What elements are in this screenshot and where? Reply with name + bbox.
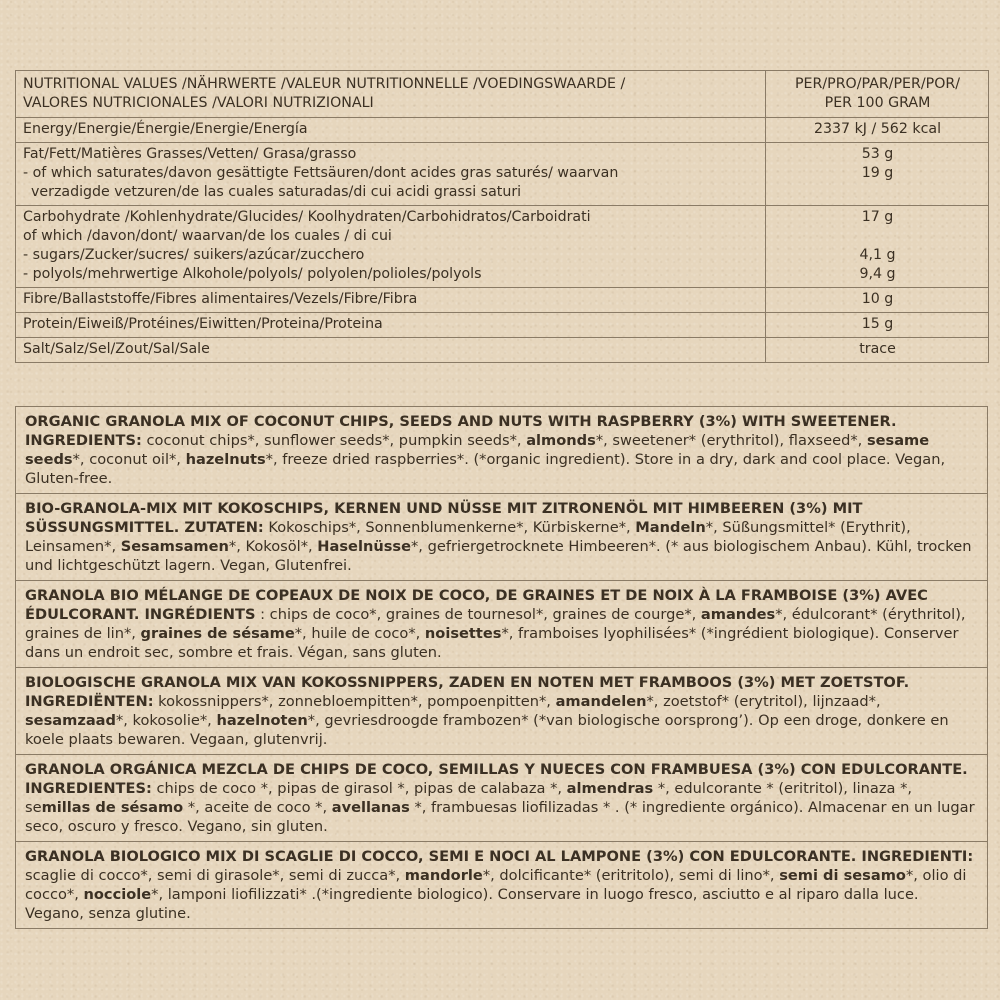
ingredients-it bbox=[16, 842, 987, 928]
energy-row bbox=[16, 118, 989, 143]
ingredient-run: sesame seeds bbox=[25, 432, 930, 468]
ingredient-run: *, framboises lyophilisées* (*ingrédient biologique). Conserver dans un endroit sec, sombre et frais. Végan, sans gluten. bbox=[25, 625, 959, 661]
ingredient-run: : chips de coco*, graines de tournesol*, graines de courge*, bbox=[255, 606, 701, 623]
ingredient-run: hazelnoten bbox=[216, 712, 308, 729]
ingredient-run: Haselnüsse bbox=[317, 538, 411, 555]
ingredient-run: *, freeze dried raspberries*. (*organic ingredient). Store in a dry, dark and cool place. Vegan, Gluten-free. bbox=[25, 451, 946, 487]
ingredient-run: BIOLOGISCHE GRANOLA MIX VAN KOKOSSNIPPERS, ZADEN EN NOTEN MET FRAMBOOS (3%) MET ZOETSTOF. INGREDIËNTEN: bbox=[25, 674, 910, 710]
fat-value: 53 g 19 g bbox=[766, 143, 989, 206]
ingredient-run: *, coconut oil*, bbox=[72, 451, 186, 468]
ingredients-es bbox=[16, 755, 987, 842]
salt-row bbox=[16, 338, 989, 363]
fat-label: Fat/Fett/Matières Grasses/Vetten/ Grasa/grasso - of which saturates/davon gesättigte Fettsäuren/dont acides gras saturés/ waarvan verzadigde vetzuren/de las cuales saturadas/di cui acidi grassi saturi bbox=[16, 143, 766, 206]
nutrition-header-value: PER/PRO/PAR/PER/POR/ PER 100 GRAM bbox=[766, 71, 989, 118]
carbohydrate-label: Carbohydrate /Kohlenhydrate/Glucides/ Koolhydraten/Carbohidratos/Carboidrati of which /davon/dont/ waarvan/de los cuales / di cui - sugars/Zucker/sucres/ suikers/azúcar/zucchero - polyols/mehrwertige Alkohole/polyols/ polyolen/polioles/polyols bbox=[16, 206, 766, 288]
ingredient-run: *, lamponi liofilizzati* .(*ingrediente biologico). Conservare in luogo fresco, asciutto e al riparo dalla luce. Vegano, senza glutine. bbox=[25, 886, 919, 922]
fat-row bbox=[16, 143, 989, 206]
fibre-label: Fibre/Ballaststoffe/Fibres alimentaires/Vezels/Fibre/Fibra bbox=[16, 288, 766, 313]
protein-row bbox=[16, 313, 989, 338]
ingredient-run: nocciole bbox=[83, 886, 152, 903]
fibre-row bbox=[16, 288, 989, 313]
ingredient-run: *, sweetener* (erythritol), flaxseed*, bbox=[595, 432, 867, 449]
ingredients-box bbox=[15, 406, 988, 929]
protein-value: 15 g bbox=[766, 313, 989, 338]
ingredient-run: GRANOLA BIOLOGICO MIX DI SCAGLIE DI COCCO, SEMI E NOCI AL LAMPONE (3%) CON EDULCORANTE. INGREDIENTI: bbox=[25, 848, 974, 865]
ingredient-run: *, huile de coco*, bbox=[294, 625, 425, 642]
ingredient-run: Kokoschips*, Sonnenblumenkerne*, Kürbiskerne*, bbox=[263, 519, 636, 536]
ingredient-run: ORGANIC GRANOLA MIX OF COCONUT CHIPS, SEEDS AND NUTS WITH RASPBERRY (3%) WITH SWEETENER. INGREDIENTS: bbox=[25, 413, 897, 449]
ingredient-run: scaglie di cocco*, semi di girasole*, semi di zucca*, bbox=[25, 867, 405, 884]
ingredient-run: *, gevriesdroogde frambozen* (*van biologische oorsprong’). Op een droge, donkere en koele plaats bewaren. Vegaan, glutenvrij. bbox=[25, 712, 949, 748]
ingredient-run: amandelen bbox=[555, 693, 647, 710]
ingredient-run: amandes bbox=[700, 606, 776, 623]
ingredient-run: Mandeln bbox=[635, 519, 706, 536]
carbohydrate-value: 17 g 4,1 g 9,4 g bbox=[766, 206, 989, 288]
salt-value: trace bbox=[766, 338, 989, 363]
nutrition-header-label: NUTRITIONAL VALUES /NÄHRWERTE /VALEUR NUTRITIONNELLE /VOEDINGSWAARDE / VALORES NUTRICIONALES /VALORI NUTRIZIONALI bbox=[16, 71, 766, 118]
ingredients-nl bbox=[16, 668, 987, 755]
ingredients-de bbox=[16, 494, 987, 581]
ingredient-run: *, Süßungsmittel* (Erythrit), Leinsamen*, bbox=[25, 519, 911, 555]
protein-label: Protein/Eiweiß/Protéines/Eiwitten/Proteina/Proteina bbox=[16, 313, 766, 338]
ingredient-run: GRANOLA BIO MÉLANGE DE COPEAUX DE NOIX DE COCO, DE GRAINES ET DE NOIX À LA FRAMBOISE (3%) AVEC ÉDULCORANT. INGRÉDIENTS bbox=[25, 587, 928, 623]
ingredient-run: *, Kokosöl*, bbox=[228, 538, 318, 555]
ingredient-run: *, olio di cocco*, bbox=[25, 867, 967, 903]
ingredient-run: *, frambuesas liofilizadas * . (* ingrediente orgánico). Almacenar en un lugar seco, oscuro y fresco. Vegano, sin gluten. bbox=[25, 799, 975, 835]
ingredient-run: mandorle bbox=[404, 867, 483, 884]
ingredient-run: Sesamsamen bbox=[120, 538, 229, 555]
nutrition-table bbox=[15, 70, 989, 363]
ingredient-run: almendras bbox=[566, 780, 654, 797]
ingredient-run: *, zoetstof* (erytritol), lijnzaad*, bbox=[646, 693, 881, 710]
carbohydrate-row bbox=[16, 206, 989, 288]
energy-label: Energy/Energie/Énergie/Energie/Energía bbox=[16, 118, 766, 143]
ingredient-run: *, aceite de coco *, bbox=[183, 799, 332, 816]
ingredient-run: almonds bbox=[526, 432, 596, 449]
ingredient-run: chips de coco *, pipas de girasol *, pipas de calabaza *, bbox=[151, 780, 567, 797]
ingredient-run: hazelnuts bbox=[185, 451, 266, 468]
ingredient-run: millas de sésamo bbox=[41, 799, 184, 816]
ingredient-run: *, edulcorante * (eritritol), linaza *, se bbox=[25, 780, 913, 816]
ingredient-run: *, édulcorant* (érythritol), graines de lin*, bbox=[25, 606, 966, 642]
ingredient-run: kokossnippers*, zonnebloempitten*, pompoenpitten*, bbox=[153, 693, 556, 710]
nutrition-header-row bbox=[16, 71, 989, 118]
ingredient-run: *, gefriergetrocknete Himbeeren*. (* aus biologischem Anbau). Kühl, trocken und lichtgeschützt lagern. Vegan, Glutenfrei. bbox=[25, 538, 972, 574]
ingredient-run: *, dolcificante* (eritritolo), semi di lino*, bbox=[482, 867, 780, 884]
ingredient-run: avellanas bbox=[331, 799, 410, 816]
salt-label: Salt/Salz/Sel/Zout/Sal/Sale bbox=[16, 338, 766, 363]
ingredient-run: noisettes bbox=[424, 625, 502, 642]
ingredient-run: coconut chips*, sunflower seeds*, pumpkin seeds*, bbox=[141, 432, 527, 449]
ingredients-fr bbox=[16, 581, 987, 668]
ingredients-en bbox=[16, 407, 987, 494]
ingredient-run: GRANOLA ORGÁNICA MEZCLA DE CHIPS DE COCO, SEMILLAS Y NUECES CON FRAMBUESA (3%) CON EDULCORANTE. INGREDIENTES: bbox=[25, 761, 968, 797]
ingredient-run: semi di sesamo bbox=[779, 867, 906, 884]
fibre-value: 10 g bbox=[766, 288, 989, 313]
ingredient-run: *, kokosolie*, bbox=[115, 712, 217, 729]
ingredient-run: sesamzaad bbox=[25, 712, 116, 729]
ingredient-run: BIO-GRANOLA-MIX MIT KOKOSCHIPS, KERNEN UND NÜSSE MIT ZITRONENÖL MIT HIMBEEREN (3%) MIT SÜSSUNGSMITTEL. ZUTATEN: bbox=[25, 500, 863, 536]
ingredient-run: graines de sésame bbox=[140, 625, 295, 642]
energy-value: 2337 kJ / 562 kcal bbox=[766, 118, 989, 143]
